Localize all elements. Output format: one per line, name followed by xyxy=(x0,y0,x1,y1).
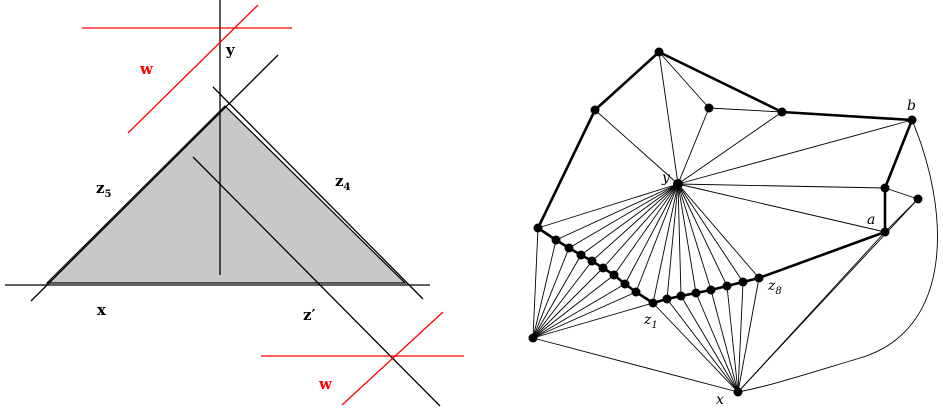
label-vertex-a: a xyxy=(867,212,876,228)
label-vertex-y: y xyxy=(662,170,670,186)
label-z4: $z_4$ xyxy=(335,172,351,193)
left-figure xyxy=(5,0,464,406)
label-vertex-z1: $z_1$ xyxy=(644,312,658,331)
label-vertex-b: b xyxy=(907,98,916,114)
thin-edges xyxy=(533,52,937,392)
label-vertex-x: x xyxy=(716,392,724,408)
label-w-top: w xyxy=(140,60,153,78)
label-vertex-z8: $z_8$ xyxy=(768,278,782,297)
label-z5: $z_5$ xyxy=(96,179,112,200)
label-zprime: z′ xyxy=(303,306,316,324)
label-x: x xyxy=(97,301,106,319)
right-figure xyxy=(529,48,938,409)
label-w-bottom: w xyxy=(319,375,332,393)
label-y: y xyxy=(226,41,235,59)
red-line-w-bottom-diagonal xyxy=(342,312,443,405)
